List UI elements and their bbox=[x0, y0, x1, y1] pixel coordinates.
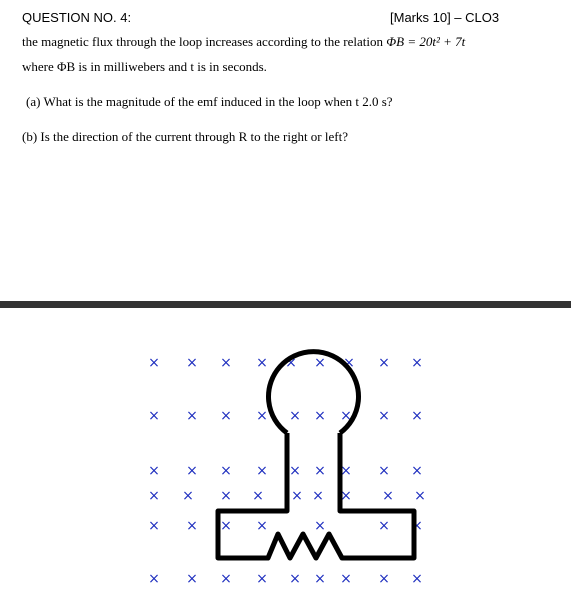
field-cross-icon: × bbox=[220, 355, 232, 371]
field-cross-icon: × bbox=[148, 463, 160, 479]
field-cross-icon: × bbox=[314, 571, 326, 587]
field-cross-icon: × bbox=[148, 355, 160, 371]
field-cross-icon: × bbox=[340, 408, 352, 424]
field-cross-icon: × bbox=[382, 488, 394, 504]
problem-line-1-text: the magnetic flux through the loop increases according to the relation bbox=[22, 34, 387, 49]
field-cross-icon: × bbox=[314, 355, 326, 371]
field-cross-icon: × bbox=[312, 488, 324, 504]
field-cross-icon: × bbox=[256, 463, 268, 479]
field-cross-icon: × bbox=[314, 518, 326, 534]
field-cross-icon: × bbox=[411, 518, 423, 534]
loop-figure bbox=[0, 308, 571, 594]
field-cross-icon: × bbox=[289, 408, 301, 424]
part-a-question: (a) What is the magnitude of the emf induced in the loop when t 2.0 s? bbox=[26, 94, 393, 109]
field-cross-icon: × bbox=[285, 355, 297, 371]
field-cross-icon: × bbox=[256, 518, 268, 534]
field-cross-icon: × bbox=[343, 355, 355, 371]
field-cross-icon: × bbox=[289, 571, 301, 587]
problem-line-2: where ΦB is in milliwebers and t is in seconds. bbox=[22, 59, 267, 74]
question-number: QUESTION NO. 4: bbox=[22, 10, 132, 25]
field-cross-icon: × bbox=[378, 355, 390, 371]
field-cross-icon: × bbox=[378, 463, 390, 479]
field-cross-icon: × bbox=[411, 463, 423, 479]
problem-line-1 bbox=[22, 34, 465, 50]
field-cross-icon: × bbox=[220, 463, 232, 479]
field-cross-icon: × bbox=[220, 518, 232, 534]
field-cross-icon: × bbox=[220, 571, 232, 587]
field-cross-icon: × bbox=[186, 571, 198, 587]
field-cross-icon: × bbox=[148, 408, 160, 424]
field-cross-icon: × bbox=[186, 463, 198, 479]
field-cross-icon: × bbox=[220, 488, 232, 504]
flux-relation: ΦB = 20t² + 7t bbox=[386, 34, 466, 49]
part-b-question: (b) Is the direction of the current through R to the right or left? bbox=[22, 129, 348, 144]
field-cross-icon: × bbox=[220, 408, 232, 424]
field-cross-icon: × bbox=[186, 355, 198, 371]
field-cross-icon: × bbox=[314, 408, 326, 424]
field-cross-icon: × bbox=[340, 463, 352, 479]
section-divider bbox=[0, 301, 571, 308]
field-cross-icon: × bbox=[256, 408, 268, 424]
field-cross-icon: × bbox=[340, 571, 352, 587]
field-cross-icon: × bbox=[289, 463, 301, 479]
field-cross-icon: × bbox=[411, 355, 423, 371]
field-cross-icon: × bbox=[182, 488, 194, 504]
field-cross-icon: × bbox=[411, 571, 423, 587]
field-cross-icon: × bbox=[378, 518, 390, 534]
field-cross-icon: × bbox=[340, 488, 352, 504]
field-cross-icon: × bbox=[314, 463, 326, 479]
field-cross-icon: × bbox=[378, 408, 390, 424]
field-cross-icon: × bbox=[411, 408, 423, 424]
field-cross-icon: × bbox=[378, 571, 390, 587]
field-cross-icon: × bbox=[148, 488, 160, 504]
field-cross-icon: × bbox=[256, 571, 268, 587]
field-cross-icon: × bbox=[256, 355, 268, 371]
field-cross-icon: × bbox=[291, 488, 303, 504]
field-cross-icon: × bbox=[148, 518, 160, 534]
field-cross-icon: × bbox=[148, 571, 160, 587]
field-cross-icon: × bbox=[186, 518, 198, 534]
field-cross-icon: × bbox=[252, 488, 264, 504]
marks-label: [Marks 10] – CLO3 bbox=[390, 10, 500, 25]
field-cross-icon: × bbox=[414, 488, 426, 504]
field-cross-icon: × bbox=[186, 408, 198, 424]
